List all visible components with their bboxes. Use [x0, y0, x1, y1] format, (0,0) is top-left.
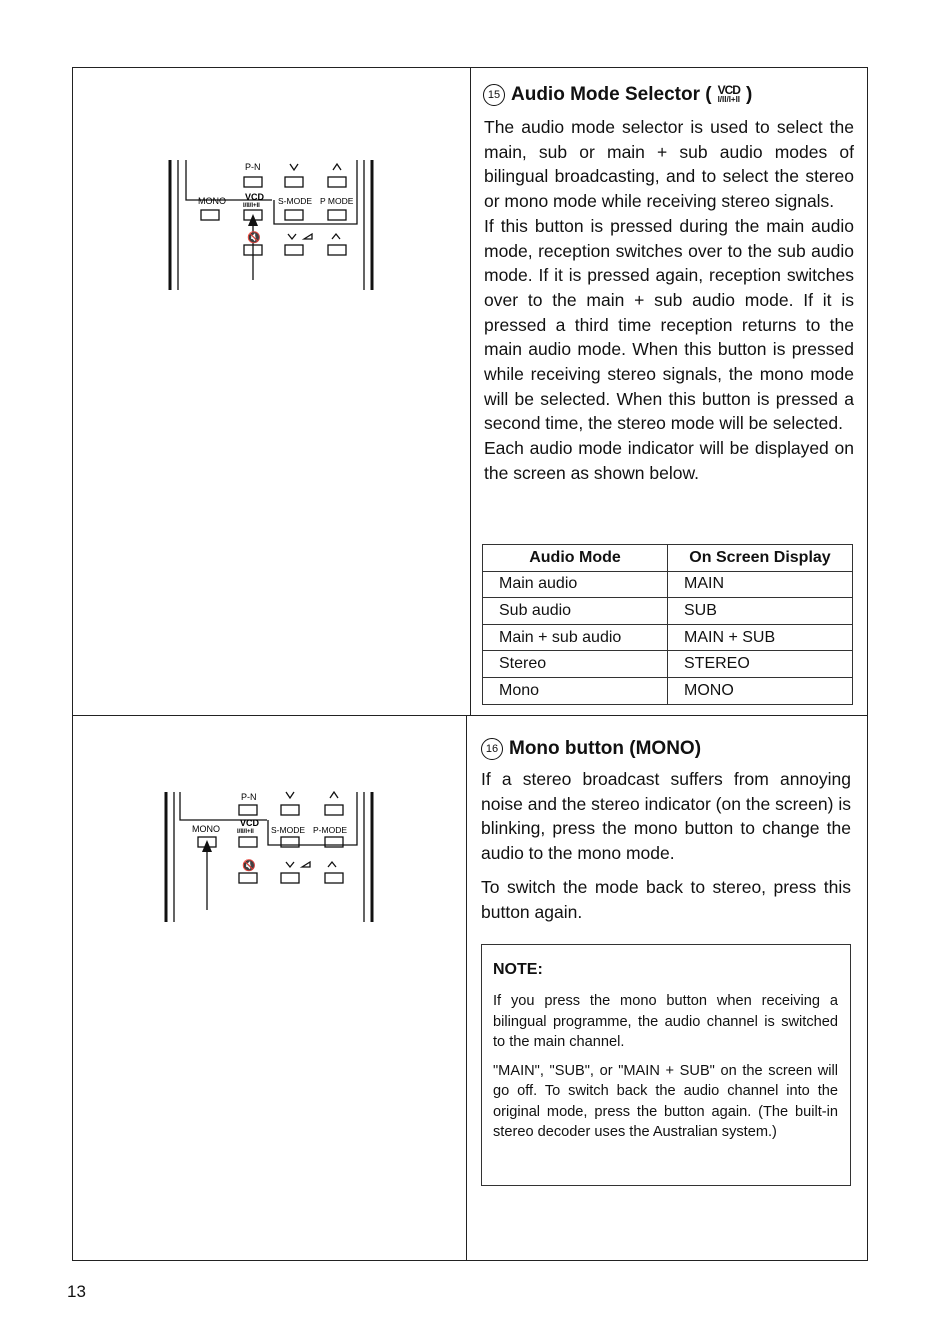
note-box: [481, 944, 851, 1186]
table-cell-display: SUB: [668, 598, 853, 625]
mute-icon: 🔇: [242, 859, 256, 872]
table-cell-mode: Main audio: [483, 571, 668, 598]
section-16-title: [481, 738, 701, 760]
section-16-paragraph-1: If a stereo broadcast suffers from annoying noise and the stereo indicator (on the screen) is blinking, press the mono button to change the audio to the mono mode.: [481, 769, 851, 864]
row-divider: [72, 715, 868, 716]
remote-illustration-audio-mode: [160, 150, 390, 290]
section-number-badge: 15: [483, 84, 505, 106]
section-15-paragraph-2: If this button is pressed during the main audio mode, reception switches over to the sub audio mode. If it is pressed again, reception switches over to the main + sub audio mode. If it is pressed a third time reception returns to the main audio mode. When this button is pressed while receiving stereo signals, the mono mode will be selected. When this button is pressed a second time, the stereo mode will be selected.: [484, 215, 854, 434]
section-15-body: [484, 115, 854, 486]
table-row: [483, 677, 853, 704]
remote-label-mono: MONO: [192, 824, 220, 834]
table-header-audio-mode: Audio Mode: [483, 545, 668, 572]
remote-label-vcd: VCD: [240, 818, 260, 828]
table-cell-display: MAIN: [668, 571, 853, 598]
vcd-icon-bottom: I/II/I+II: [717, 95, 741, 104]
remote-label-vcd-sub: I/II/I+II: [243, 203, 260, 209]
table-cell-display: MONO: [668, 677, 853, 704]
audio-mode-table: [482, 544, 853, 705]
mute-icon: 🔇: [247, 231, 261, 244]
table-cell-display: STEREO: [668, 651, 853, 678]
section-15-paragraph-3: Each audio mode indicator will be displayed on the screen as shown below.: [484, 438, 854, 483]
section-15-title-text: Audio Mode Selector (: [511, 84, 712, 105]
table-cell-display: MAIN + SUB: [668, 624, 853, 651]
note-title: NOTE:: [493, 961, 543, 978]
section-number-badge: 16: [481, 738, 503, 760]
section-15-paragraph-1: The audio mode selector is used to select the main, sub or main + sub audio modes of bilingual broadcasting, and to select the stereo or mono mode while receiving stereo signals.: [484, 117, 854, 212]
table-row: [483, 624, 853, 651]
table-header-row: [483, 545, 853, 572]
remote-label-smode: S-MODE: [271, 825, 305, 835]
section-15-title-close: ): [746, 84, 753, 105]
section-16-title-text: Mono button (MONO): [509, 738, 702, 759]
table-cell-mode: Mono: [483, 677, 668, 704]
table-cell-mode: Sub audio: [483, 598, 668, 625]
note-paragraph-2: "MAIN", "SUB", or "MAIN + SUB" on the screen will go off. To switch back the audio channel into the original mode, press the button again. (The built-in stereo decoder uses the Australian system.): [493, 1062, 838, 1140]
table-header-on-screen-display: On Screen Display: [668, 545, 853, 572]
table-row: [483, 571, 853, 598]
remote-label-vcd-sub: I/II/I+II: [237, 829, 254, 835]
section-15-title: [483, 84, 752, 106]
column-divider-bottom: [466, 715, 467, 1261]
page-number: 13: [67, 1282, 86, 1301]
remote-label-pmode: P MODE: [320, 196, 354, 206]
remote-label-smode: S-MODE: [278, 196, 312, 206]
table-row: [483, 598, 853, 625]
section-16-paragraph-2: To switch the mode back to stereo, press this button again.: [481, 877, 851, 922]
vcd-icon-top: VCD: [717, 83, 740, 97]
table-cell-mode: Stereo: [483, 651, 668, 678]
remote-label-pn: P-N: [241, 792, 257, 802]
remote-label-mono: MONO: [198, 196, 226, 206]
table-cell-mode: Main + sub audio: [483, 624, 668, 651]
column-divider-top: [470, 67, 471, 715]
remote-label-pmode: P-MODE: [313, 825, 347, 835]
note-paragraph-1: If you press the mono button when receiving a bilingual programme, the audio channel is switched to the main channel.: [493, 993, 838, 1050]
vcd-icon: [717, 83, 741, 104]
table-row: [483, 651, 853, 678]
remote-label-pn: P-N: [245, 162, 261, 172]
remote-label-vcd: VCD: [245, 192, 265, 202]
remote-illustration-mono: [160, 782, 390, 922]
